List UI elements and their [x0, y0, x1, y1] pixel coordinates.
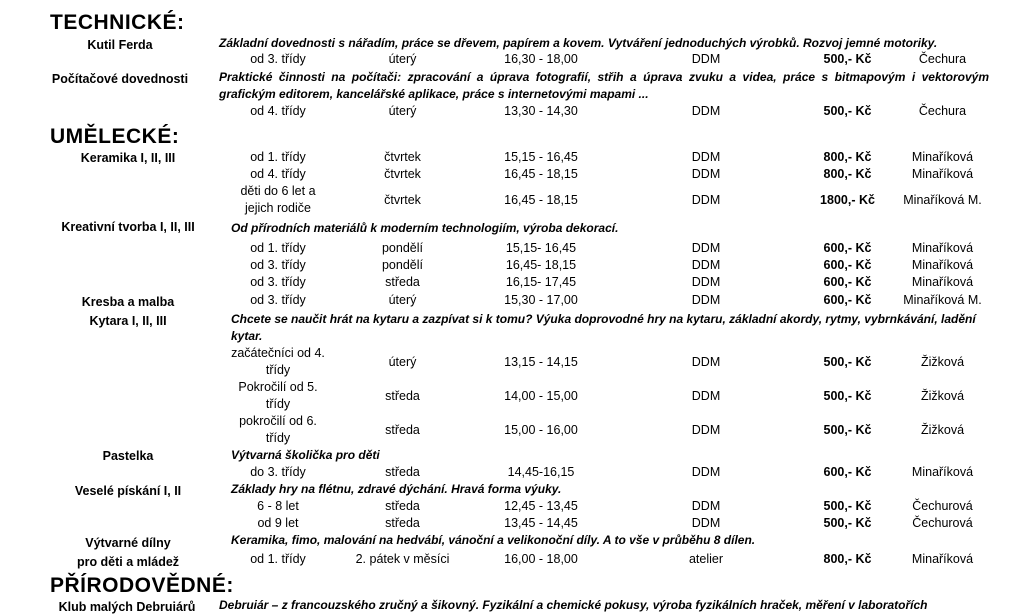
- course-name-vesele-piskani: Veselé pískání I, II: [74, 484, 182, 498]
- course-name-kreativni-tvorba: Kreativní tvorba I, II, III: [61, 220, 195, 234]
- day-cell: čtvrtek: [384, 192, 421, 207]
- course-row-kutil-1: [0, 51, 1034, 68]
- teacher-cell: Minaříková: [911, 552, 974, 566]
- course-name-kresba-a-malba: Kresba a malba: [81, 295, 175, 309]
- place-cell: DDM: [691, 516, 721, 530]
- place-cell: DDM: [691, 499, 721, 513]
- teacher-cell: Minaříková: [911, 241, 974, 255]
- teacher-cell: Žižková: [920, 354, 965, 369]
- price-cell: 500,- Kč: [823, 516, 872, 530]
- group-cell: od 3. třídy: [250, 52, 306, 66]
- course-row-keramika-1: [0, 149, 1034, 166]
- course-name-keramika: Keramika I, II, III: [80, 151, 176, 165]
- teacher-cell: Čechura: [918, 104, 967, 118]
- section-technicke-heading: TECHNICKÉ:: [50, 11, 185, 34]
- group-cell: 6 - 8 let: [257, 499, 299, 513]
- day-cell: úterý: [388, 293, 417, 307]
- course-name-pastelka: Pastelka: [102, 449, 154, 463]
- course-row-kresba-1: [0, 292, 1034, 309]
- place-cell: DDM: [691, 293, 721, 307]
- course-row-pocitac-1: [0, 103, 1034, 120]
- course-description-kytara: Chcete se naučit hrát na kytaru a zazpívat si k tomu? Výuka doprovodné hry na kytaru, základní akordy, rytmy, vybrnkávání, ladění kytar.: [231, 312, 976, 343]
- teacher-cell: Čechurová: [912, 499, 973, 513]
- course-row-kytara-3: [0, 413, 1034, 447]
- course-name-kutil-ferda: Kutil Ferda: [87, 38, 153, 52]
- time-cell: 16,45- 18,15: [505, 258, 577, 272]
- day-cell: úterý: [388, 52, 417, 66]
- time-cell: 16,45 - 18,15: [504, 192, 578, 207]
- group-cell: od 3. třídy: [250, 258, 306, 272]
- price-cell: 600,- Kč: [823, 258, 872, 272]
- group-cell: od 4. třídy: [250, 167, 306, 181]
- time-cell: 15,30 - 17,00: [504, 293, 578, 307]
- course-row-dilny-1: [0, 551, 1034, 568]
- place-cell: DDM: [691, 354, 721, 369]
- section-prirodovedne-heading: PŘÍRODOVĚDNÉ:: [50, 574, 234, 597]
- day-cell: úterý: [388, 104, 417, 118]
- course-name-kytara: Kytara I, II, III: [89, 314, 167, 328]
- course-description-vesele-piskani: Základy hry na flétnu, zdravé dýchání. Hravá forma výuky.: [231, 482, 562, 496]
- course-description-pastelka: Výtvarná školička pro děti: [231, 448, 380, 462]
- time-cell: 12,45 - 13,45: [504, 499, 578, 513]
- price-cell: 500,- Kč: [823, 499, 872, 513]
- section-umelecke-heading: UMĚLECKÉ:: [50, 125, 180, 148]
- time-cell: 16,45 - 18,15: [504, 167, 578, 181]
- group-cell: od 1. třídy: [250, 241, 306, 255]
- place-cell: DDM: [691, 167, 721, 181]
- teacher-cell: Minaříková: [911, 465, 974, 479]
- price-cell: 500,- Kč: [823, 52, 872, 66]
- group-cell: do 3. třídy: [250, 465, 306, 479]
- teacher-cell: Minaříková M.: [903, 192, 982, 207]
- course-name-pocitacove-dovednosti: Počítačové dovednosti: [51, 72, 189, 86]
- day-cell: středa: [385, 499, 420, 513]
- group-cell: od 1. třídy: [250, 150, 306, 164]
- price-cell: 500,- Kč: [823, 104, 872, 118]
- course-description-vytvarne-dilny: Keramika, fimo, malování na hedvábí, vánoční a velikonoční díly. A to vše v průběhu 8 dílen.: [231, 533, 756, 547]
- place-cell: DDM: [691, 258, 721, 272]
- teacher-cell: Žižková: [920, 422, 965, 437]
- day-cell: středa: [385, 516, 420, 530]
- group-cell: děti do 6 let a jejich rodiče: [240, 184, 316, 215]
- time-cell: 16,30 - 18,00: [504, 52, 578, 66]
- day-cell: pondělí: [381, 241, 423, 255]
- course-description-kreativni-tvorba: Od přírodních materiálů k moderním technologiím, výroba dekorací.: [231, 221, 619, 235]
- price-cell: 1800,- Kč: [820, 192, 875, 207]
- course-row-kreativni-2: [0, 257, 1034, 274]
- place-cell: DDM: [691, 52, 721, 66]
- course-row-pastelka-1: [0, 464, 1034, 481]
- price-cell: 600,- Kč: [823, 293, 872, 307]
- teacher-cell: Minaříková: [911, 150, 974, 164]
- price-cell: 500,- Kč: [823, 388, 872, 403]
- day-cell: středa: [385, 388, 420, 403]
- place-cell: DDM: [691, 241, 721, 255]
- course-row-keramika-3: [0, 183, 1034, 217]
- price-cell: 800,- Kč: [823, 167, 872, 181]
- course-row-piskani-1: [0, 498, 1034, 515]
- group-cell: Pokročilí od 5. třídy: [238, 380, 318, 411]
- place-cell: DDM: [691, 388, 721, 403]
- group-cell: od 3. třídy: [250, 293, 306, 307]
- group-cell: od 9 let: [257, 516, 299, 530]
- teacher-cell: Minaříková: [911, 275, 974, 289]
- place-cell: DDM: [691, 422, 721, 437]
- time-cell: 15,00 - 16,00: [504, 422, 578, 437]
- day-cell: 2. pátek v měsíci: [355, 552, 450, 566]
- course-name-vytvarne-dilny-line2: pro děti a mládež: [76, 555, 180, 569]
- place-cell: atelier: [688, 552, 724, 566]
- day-cell: úterý: [388, 354, 417, 369]
- time-cell: 13,15 - 14,15: [504, 354, 578, 369]
- course-row-piskani-2: [0, 515, 1034, 532]
- place-cell: DDM: [691, 192, 721, 207]
- teacher-cell: Čechurová: [912, 516, 973, 530]
- time-cell: 15,15- 16,45: [505, 241, 577, 255]
- teacher-cell: Minaříková: [911, 167, 974, 181]
- course-row-kytara-2: [0, 379, 1034, 413]
- price-cell: 500,- Kč: [823, 422, 872, 437]
- teacher-cell: Čechura: [918, 52, 967, 66]
- price-cell: 500,- Kč: [823, 354, 872, 369]
- day-cell: středa: [385, 465, 420, 479]
- course-row-kreativni-3: [0, 274, 1034, 291]
- day-cell: pondělí: [381, 258, 423, 272]
- time-cell: 16,15- 17,45: [505, 275, 577, 289]
- day-cell: středa: [385, 422, 420, 437]
- place-cell: DDM: [691, 465, 721, 479]
- course-name-klub-debruiaru: Klub malých Debruiárů: [58, 600, 196, 614]
- course-row-kreativni-1: [0, 240, 1034, 257]
- day-cell: čtvrtek: [384, 150, 421, 164]
- teacher-cell: Minaříková: [911, 258, 974, 272]
- course-description-kutil-ferda: Základní dovednosti s nářadím, práce se dřevem, papírem a kovem. Vytváření jednoduchých výrobků. Rozvoj jemné motoriky.: [219, 36, 938, 50]
- time-cell: 13,30 - 14,30: [504, 104, 578, 118]
- price-cell: 600,- Kč: [823, 275, 872, 289]
- price-cell: 800,- Kč: [823, 150, 872, 164]
- place-cell: DDM: [691, 150, 721, 164]
- time-cell: 14,45-16,15: [507, 465, 575, 479]
- place-cell: DDM: [691, 275, 721, 289]
- course-row-keramika-2: [0, 166, 1034, 183]
- teacher-cell: Minaříková M.: [903, 293, 982, 307]
- price-cell: 600,- Kč: [823, 465, 872, 479]
- time-cell: 15,15 - 16,45: [504, 150, 578, 164]
- place-cell: DDM: [691, 104, 721, 118]
- course-row-kytara-1: [0, 345, 1034, 379]
- group-cell: od 3. třídy: [250, 275, 306, 289]
- group-cell: začátečníci od 4. třídy: [231, 346, 325, 377]
- time-cell: 14,00 - 15,00: [504, 388, 578, 403]
- group-cell: od 4. třídy: [250, 104, 306, 118]
- course-description-pocitacove-dovednosti: Praktické činnosti na počítači: zpracování a úprava fotografií, střih a úprava zvuku a videa, práce s bitmapovým i vektorovým grafickým editorem, kancelářské aplikace, práce s internetovými mapami ...: [219, 70, 989, 101]
- day-cell: středa: [385, 275, 420, 289]
- course-name-vytvarne-dilny: Výtvarné dílny: [85, 536, 171, 550]
- day-cell: čtvrtek: [384, 167, 421, 181]
- time-cell: 16,00 - 18,00: [504, 552, 578, 566]
- time-cell: 13,45 - 14,45: [504, 516, 578, 530]
- group-cell: od 1. třídy: [250, 552, 306, 566]
- course-description-klub-debruiaru: Debruiár – z francouzského zručný a šikovný. Fyzikální a chemické pokusy, výroba fyzikálních hraček, měření v laboratořích: [219, 598, 928, 612]
- teacher-cell: Žižková: [920, 388, 965, 403]
- price-cell: 600,- Kč: [823, 241, 872, 255]
- price-cell: 800,- Kč: [823, 552, 872, 566]
- group-cell: pokročilí od 6. třídy: [239, 414, 317, 445]
